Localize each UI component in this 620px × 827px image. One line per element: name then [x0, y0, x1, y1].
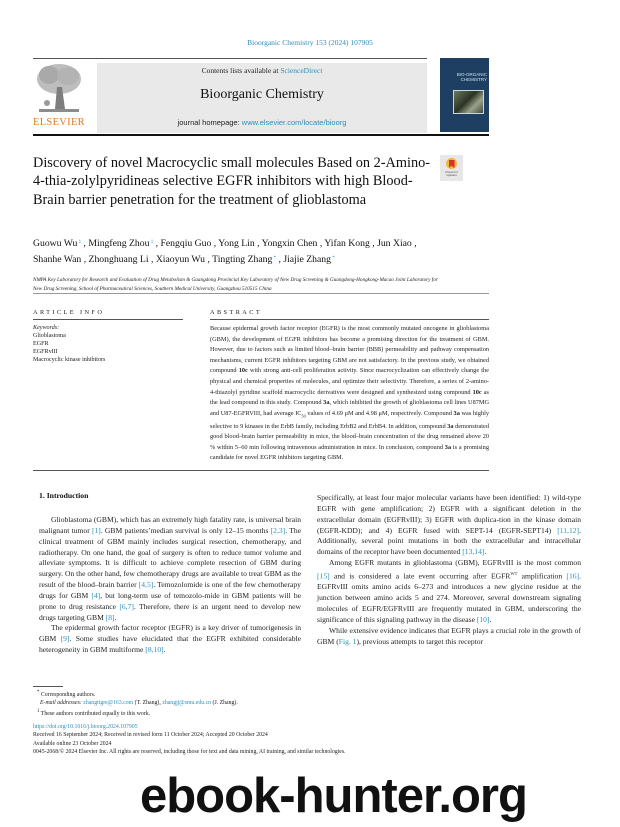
online-date: Available online 23 October 2024 — [33, 740, 112, 747]
footnote-text: Corresponding authors. — [40, 691, 96, 698]
text-run: Among EGFR mutants in glioblastoma (GBM), EGFRvIII is the most common — [329, 558, 581, 568]
footnote-equal-contribution — [33, 708, 513, 718]
contents-line — [97, 66, 427, 75]
footnote-corresponding — [33, 689, 513, 699]
compound-id: 10c — [238, 367, 248, 375]
text-run: The epidermal growth factor receptor (EGFR) is a key driver of tumorigenesis in GBM — [39, 623, 301, 644]
homepage-prefix: journal homepage: — [177, 118, 242, 127]
text-run: values of 4.69 μM and 4.98 μM, respectively. Compound — [305, 409, 454, 417]
corresponding-author-marker[interactable]: * — [330, 256, 335, 262]
text-run: with strong anti-cell proliferation activity. Since macrocyclization can effectively change the physical and chemical properties of molecules, and optimize their selectivity. Therefore, a series of 2-amino-4-thiazolyl pyridine scaffold macrocyclic derivatives were designed and synthesized using compound — [210, 367, 489, 396]
email-link-jzhang[interactable]: zhangjj@smu.edu.cn — [162, 700, 212, 707]
text-run: . Additionally, several point mutations in both the extracellular and intracellular domains of the receptor have been documented — [317, 525, 581, 557]
watermark: ebook-hunter.org — [140, 769, 527, 823]
cover-title — [443, 72, 487, 82]
sciencedirect-link[interactable]: ScienceDirect — [280, 66, 323, 75]
citation-link[interactable]: [2,3] — [270, 525, 286, 535]
author-name[interactable]: Yong Lin — [218, 238, 255, 249]
footnote-marker: * — [37, 690, 40, 695]
title-block-rule — [33, 293, 489, 294]
corresponding-author-marker[interactable]: * — [272, 256, 277, 262]
publication-info — [33, 723, 593, 756]
author-name[interactable]: Tingting Zhang — [212, 254, 273, 266]
keywords-label: Keywords: — [33, 325, 60, 331]
text-run: Because epidermal growth factor receptor (EGFR) is the most commonly mutated oncogene in glioblastoma (GBM), the development of EGFR inhibitors has become a promising direction for the treatment of GBM. However, due to factors such as limited blood–brain barrier (BBB) permeability and pathway compensation mechanisms, current EGFR inhibitors targeting GBM are not satisfactory. In the previous study, we obtained compound — [210, 325, 489, 375]
contents-prefix: Contents lists available at — [201, 66, 281, 75]
article-title: Discovery of novel Macrocyclic small molecules Based on 2-Amino-4-thia-zolylpyridineas selective EGFR inhibitors with high Blood-Brain barrier penetration for the treatment of glioblastoma — [33, 155, 431, 208]
affiliation: NMPA Key Laboratory for Research and Evaluation of Drug Metabolism & Guangdong Provincial Key Laboratory of New Drug Screening & Guangdong-Hongkong-Macao Joint Laboratory for New Drug Screening, School of Pharmaceutical Sciences, Southern Medical University, Guangzhou 510515 China — [33, 277, 438, 292]
article-info-heading: ARTICLE INFO — [33, 309, 105, 316]
text-run: . EGFRvIII omits amino acids 6–273 and introduces a new glycine residue at the junction between amino acids 5 and 274. Moreover, several downstream signaling molecules of EGFR/EGFRvIII are frequently mutated in GBM, underscoring the significance of this signaling pathway in the disease — [317, 571, 581, 624]
cover-title-line2: CHEMISTRY — [460, 77, 487, 83]
equal-contribution-marker[interactable]: 1 — [77, 240, 82, 245]
email-label: E-mail addresses: — [40, 700, 82, 707]
body-paragraph — [317, 558, 581, 626]
article-info-rule — [33, 319, 183, 320]
introduction-heading: 1. Introduction — [39, 491, 89, 500]
journal-cover-image[interactable] — [440, 58, 489, 132]
text-run: . — [114, 612, 117, 622]
citation-link[interactable]: [8] — [105, 612, 115, 622]
abstract-heading: ABSTRACT — [210, 309, 263, 316]
footnotes — [33, 689, 513, 718]
footnote-emails: E-mail addresses: zhangttgre@163.com (T. Zhang), zhangjj@smu.edu.cn (J. Zhang). — [40, 700, 238, 707]
text-run: , which inhibited the growth of glioblastoma cell lines U87MG and U87-EGFRVIII, had average IC — [210, 399, 490, 417]
header-thick-rule — [33, 134, 489, 136]
footnote-text: These authors contributed equally to this work. — [40, 710, 151, 717]
keyword: Glioblastoma — [33, 333, 66, 340]
running-head[interactable]: Bioorganic Chemistry 153 (2024) 107905 — [247, 38, 373, 47]
footnote-marker: 1 — [37, 708, 40, 714]
equal-contribution-marker[interactable]: 1 — [149, 240, 154, 245]
journal-masthead — [97, 63, 427, 133]
citation-link[interactable]: Fig. 1 — [338, 636, 357, 646]
citation-link[interactable]: [1] — [91, 525, 101, 535]
text-run: Glioblastoma (GBM), which has an extremely high fatality rate, is universal brain malignant tumor — [39, 515, 301, 535]
elsevier-logo[interactable] — [33, 63, 85, 133]
compound-id: 3a — [323, 399, 330, 407]
keyword: EGFRvIII — [33, 349, 58, 356]
superscript: WT — [510, 570, 518, 576]
text-run: was highly selective to 9 kinases in the ErbB family, including ErbB2 and ErbB4. In addition, compound — [210, 409, 489, 430]
compound-id: 3a — [444, 443, 452, 451]
cover-title-line1: BIO-ORGANIC — [456, 72, 487, 77]
doi-link[interactable]: https://doi.org/10.1016/j.bioorg.2024.107905 — [33, 724, 138, 730]
citation-link[interactable]: [4,5] — [138, 580, 154, 590]
crossmark-label-line1: Check for — [445, 170, 458, 174]
keyword: Macrocyclic kinase inhibitors — [33, 357, 106, 364]
crossmark-label-line2: updates — [446, 173, 457, 178]
author-name[interactable]: Zhonghuang Li — [88, 254, 149, 266]
email-owner: (T. Zhang) — [134, 700, 160, 707]
citation-link[interactable]: [9] — [60, 634, 70, 644]
citation-link[interactable]: [13,14] — [462, 547, 485, 557]
citation-link[interactable]: [10] — [476, 614, 490, 624]
text-run: demonstrated good blood–brain barrier permeability in mice, the blood–brain concentration of the drug remained above 20 % within 5–60 min following intravenous administration in mice. In conclusion, compound — [210, 422, 489, 451]
text-run: . The clinical treatment of GBM mainly includes surgical resection, chemotherapy, and radiotherapy. On one hand, the goal of surgery is often to reduce tumor volume and alleviate symptoms. It is difficult to achieve complete resection of GBM during surgery. On the other hand, few chemotherapy drugs are available to treat GBM as the result of the blood–brain barrier — [39, 525, 302, 590]
citation-link[interactable]: [11,12] — [557, 525, 580, 535]
abstract-body — [210, 324, 489, 464]
author-name[interactable]: Fengqiu Guo — [160, 238, 212, 249]
text-run: . — [489, 614, 492, 624]
author-name[interactable]: Xiaoyun Wu — [155, 254, 206, 266]
author-name[interactable]: Jiajie Zhang — [283, 254, 331, 266]
author-name[interactable]: Guowu Wu — [33, 238, 78, 249]
elsevier-tree-icon — [35, 63, 83, 115]
journal-homepage-link[interactable]: www.elsevier.com/locate/bioorg — [241, 118, 347, 127]
footnote-rule — [33, 686, 63, 687]
text-run: . Therefore, there is an urgent need to develop new drugs targeting GBM — [39, 601, 301, 622]
abstract-rule — [210, 319, 489, 320]
body-paragraph — [39, 623, 301, 656]
body-paragraph — [317, 493, 581, 558]
citation-link[interactable]: [6,7] — [119, 601, 134, 611]
author-name[interactable]: Shanhe Wan — [33, 254, 82, 266]
text-run: and is considered a late event occurring after EGFR — [329, 571, 511, 581]
citation-link[interactable]: [16] — [566, 571, 580, 581]
text-run: . — [484, 547, 487, 557]
text-run: amplification — [517, 571, 567, 581]
body-paragraph — [317, 626, 581, 648]
journal-title: Bioorganic Chemistry — [200, 87, 324, 102]
citation-link[interactable]: [8,10] — [145, 645, 164, 655]
text-run: as the lead compound in this study. Compound — [210, 388, 489, 407]
crossmark-label — [440, 171, 463, 178]
text-run: . Some studies have elucidated that the EGFR exhibited considerable heterogeneity in GBM multiforme — [39, 634, 301, 655]
compound-id: 3a — [453, 409, 460, 417]
author-name[interactable]: Mingfeng Zhou — [88, 238, 150, 249]
text-run: . — [163, 645, 166, 655]
history-dates: Received 16 September 2024; Received in revised form 11 October 2024; Accepted 20 October 2024 — [33, 732, 268, 739]
text-run: , but long-term use of temozolo-mide in GBM patients will be prone to drug resistance — [39, 590, 301, 611]
compound-id: 10c — [472, 388, 482, 396]
subscript: 50 — [301, 413, 306, 418]
email-owner: (J. Zhang) — [212, 700, 237, 707]
check-for-updates-button[interactable] — [440, 155, 463, 181]
cover-photo — [453, 90, 484, 114]
keyword: EGFR — [33, 341, 49, 348]
body-column-left — [39, 515, 301, 656]
text-run: Specifically, at least four major molecular variants have been identified: 1) wild-type EGFR with gene amplification; 2) EGFR with a significant deletion in the extracellular domain (EGFRvIII); 3) EGFR with duplica-tion in the kinase domain (EGFR-KDD); and 4) EGFR fused with SEPT-14 (EGFR-SEPT14) — [317, 493, 581, 535]
abstract-bottom-rule — [33, 470, 489, 471]
text-run: . Temozolomide is one of the few chemotherapy drugs for GBM — [39, 580, 301, 600]
author-name[interactable]: Yongxin Chen — [261, 238, 318, 249]
citation-link[interactable]: [15] — [317, 571, 330, 581]
compound-id: 3a — [447, 422, 454, 430]
text-run: ), previous attempts to target this receptor — [356, 636, 484, 646]
top-rule — [33, 58, 427, 59]
author-name[interactable]: Jun Xiao — [377, 238, 412, 249]
text-run: . GBM patients’median survival is only 12–15 months — [100, 525, 271, 535]
citation-link[interactable]: [4] — [91, 590, 101, 600]
copyright: 0045-2068/© 2024 Elsevier Inc. All rights are reserved, including those for text and data mining, AI training, and similar technologies. — [33, 748, 346, 755]
body-paragraph — [39, 515, 301, 623]
email-link-tzhang[interactable]: zhangttgre@163.com — [83, 700, 134, 707]
text-run: While extensive evidence indicates that EGFR plays a crucial role in the growth of GBM ( — [317, 625, 581, 646]
homepage-line — [97, 118, 427, 127]
keywords-block — [33, 324, 183, 364]
text-run: is a promising candidate for novel EGFR inhibitors targeting GBM. — [210, 443, 489, 462]
author-list: Guowu Wu $^1$ , Mingfeng Zhou $^1$ , Fengqiu Guo , Yong Lin , Yongxin Chen , Yifan Kong , Jun Xiao , Shanhe Wan , Zhonghuang Li , Xiaoyun Wu , Tingting Zhang * , Jiajie Zhang * — [33, 238, 417, 266]
author-name[interactable]: Yifan Kong — [324, 238, 370, 249]
elsevier-wordmark: ELSEVIER — [33, 117, 85, 128]
body-column-right — [317, 493, 581, 647]
